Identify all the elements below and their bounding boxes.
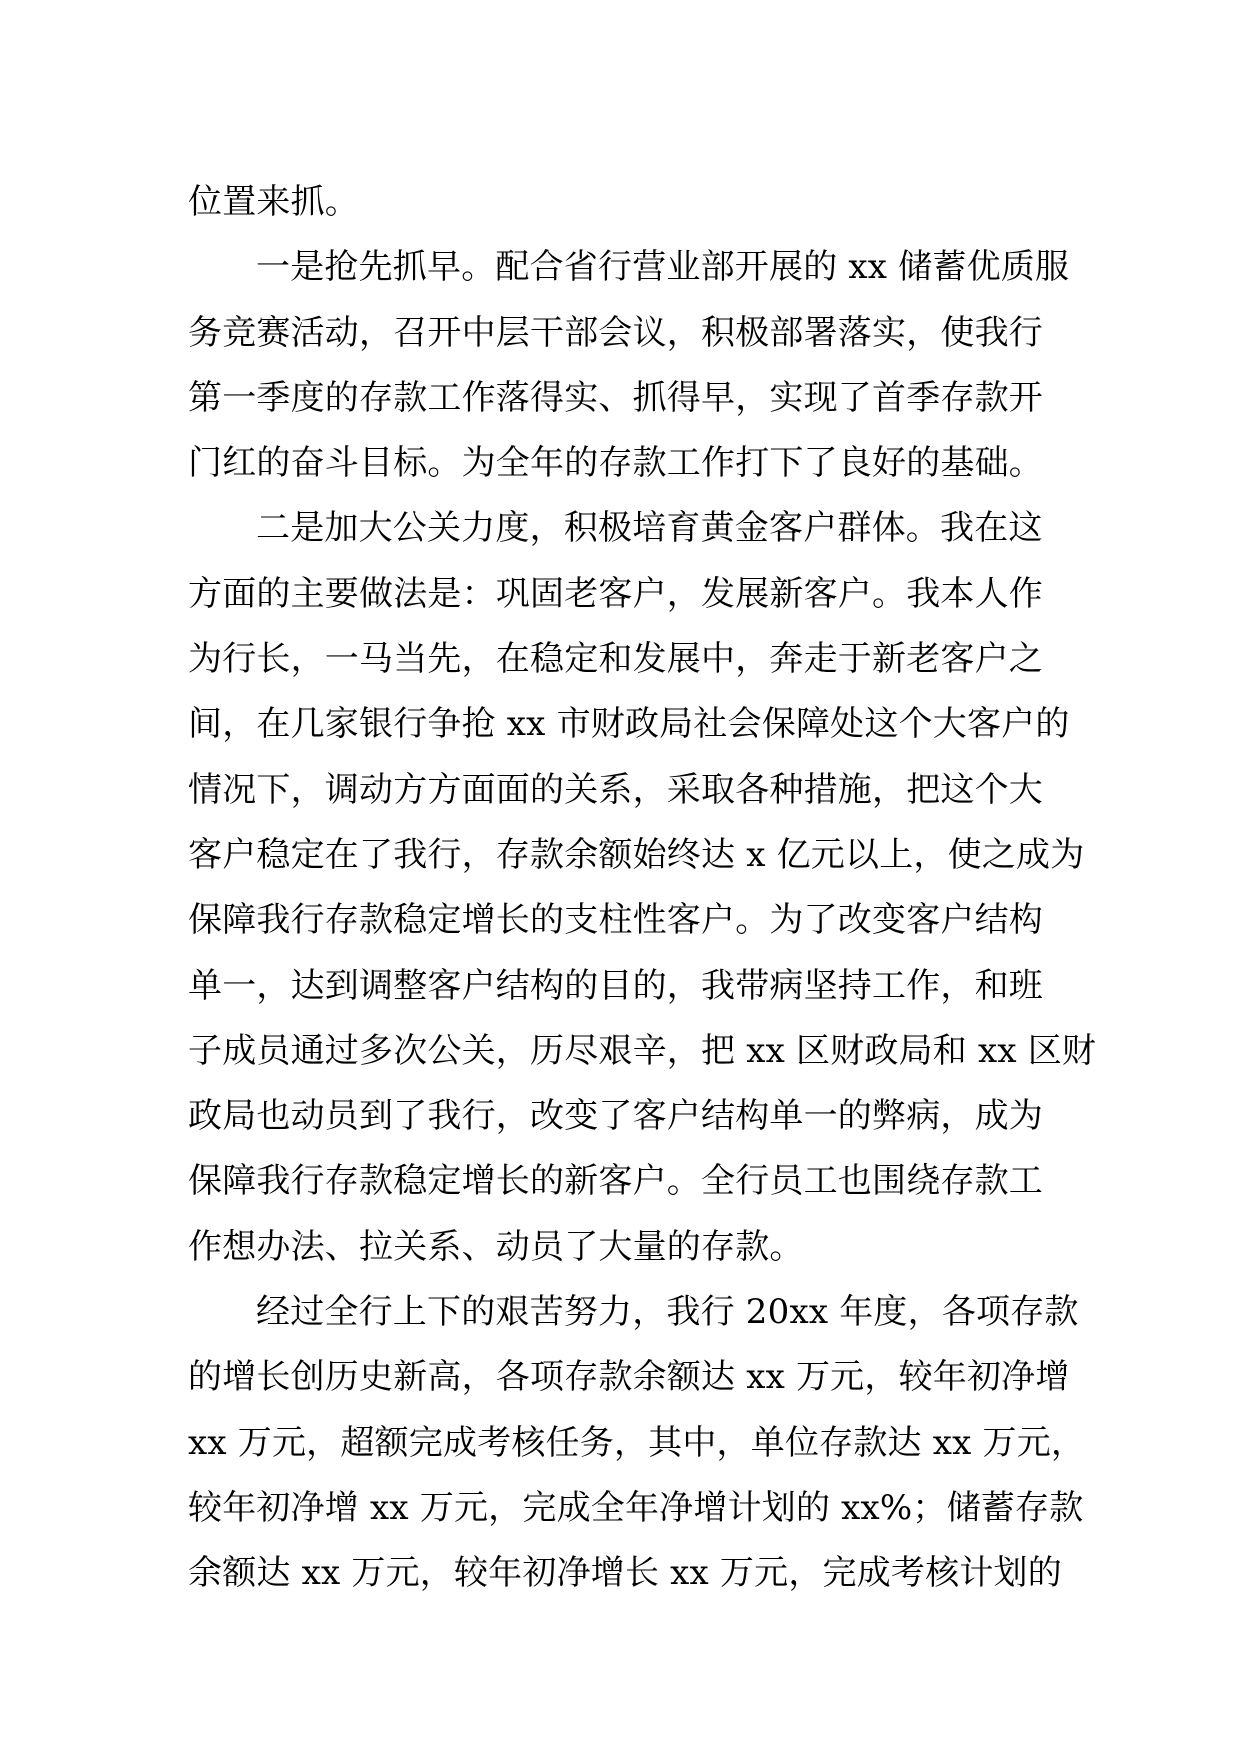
paragraph-start-line: 经过全行上下的艰苦努力，我行 20xx 年度，各项存款 [256,1292,1079,1333]
text-line: 子成员通过多次公关，历尽艰辛，把 xx 区财政局和 xx 区财 [188,1030,1097,1071]
text-line: 为行长，一马当先，在稳定和发展中，奔走于新老客户之 [188,639,1043,680]
text-line: 单一，达到调整客户结构的目的，我带病坚持工作，和班 [188,965,1043,1006]
text-line: 第一季度的存款工作落得实、抓得早，实现了首季存款开 [188,377,1043,418]
paragraph-start-line: 二是加大公关力度，积极培育黄金客户群体。我在这 [256,508,1043,549]
text-line: 方面的主要做法是：巩固老客户，发展新客户。我本人作 [188,573,1043,614]
text-line: 余额达 xx 万元，较年初净增长 xx 万元，完成考核计划的 [188,1553,1062,1594]
paragraph-start-line: 一是抢先抓早。配合省行营业部开展的 xx 储蓄优质服 [256,247,1070,288]
text-line: 客户稳定在了我行，存款余额始终达 x 亿元以上，使之成为 [188,834,1085,875]
text-line: xx 万元，超额完成考核任务，其中，单位存款达 xx 万元， [188,1422,1086,1463]
text-line: 位置来抓。 [188,182,359,222]
text-line: 务竞赛活动，召开中层干部会议，积极部署落实，使我行 [188,312,1043,353]
text-line: 间，在几家银行争抢 xx 市财政局社会保障处这个大客户的 [188,704,1070,745]
text-line: 政局也动员到了我行，改变了客户结构单一的弊病，成为 [188,1096,1043,1137]
text-line: 保障我行存款稳定增长的支柱性客户。为了改变客户结构 [188,900,1043,941]
body-text [188,170,1097,1607]
text-line: 门红的奋斗目标。为全年的存款工作打下了良好的基础。 [188,443,1043,484]
text-line: 保障我行存款稳定增长的新客户。全行员工也围绕存款工 [188,1161,1043,1202]
text-line: 作想办法、拉关系、动员了大量的存款。 [188,1226,804,1267]
text-line: 的增长创历史新高，各项存款余额达 xx 万元，较年初净增 [188,1357,1070,1398]
text-line: 较年初净增 xx 万元，完成全年净增计划的 xx%；储蓄存款 [188,1487,1084,1528]
text-line: 情况下，调动方方面面的关系，采取各种措施，把这个大 [188,769,1043,810]
